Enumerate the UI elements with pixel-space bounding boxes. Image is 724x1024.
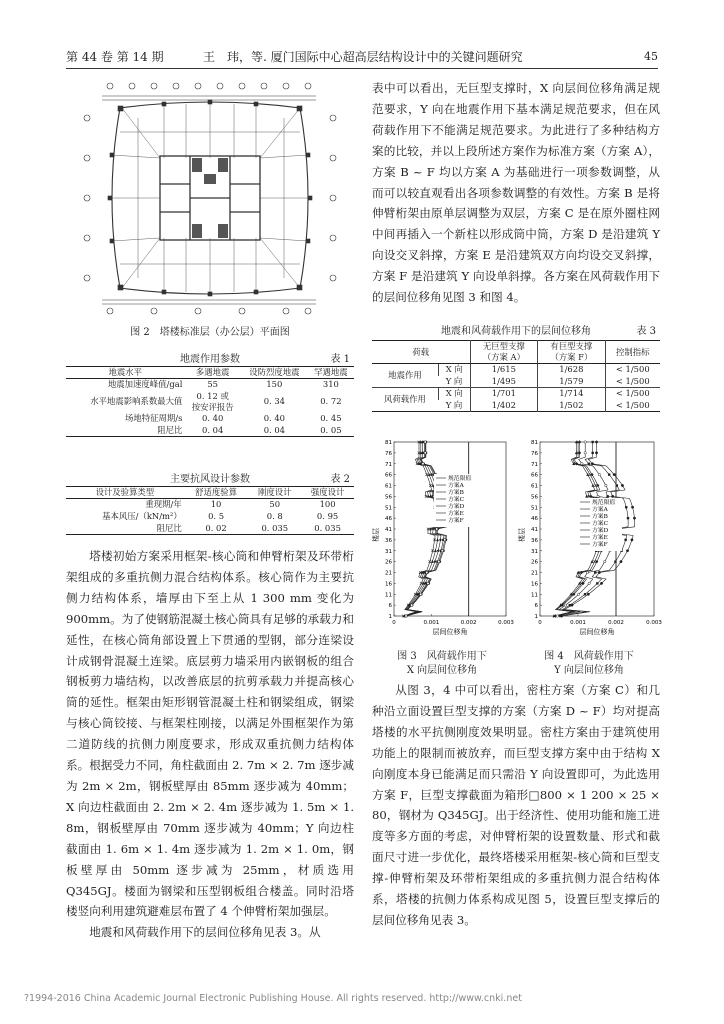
y-tick-label: 81 (385, 440, 392, 446)
table-3-title: 地震和风荷载作用下的层间位移角 (441, 326, 591, 337)
data-point (606, 495, 608, 497)
data-point (444, 539, 446, 541)
table-1 (66, 366, 354, 437)
data-point (420, 582, 423, 585)
table-2 (66, 486, 354, 535)
data-point (438, 560, 440, 562)
table-cell: < 1/500 (605, 400, 660, 412)
body-paragraph-right-2: 从图 3，4 中可以看出，密柱方案（方案 C）和几种沿立面设置巨型支撑的方案（方案 D ~ F）均对提高塔楼的水平抗侧刚度效果明显。密柱方案由于建筑使用功能上的限制而被放弃，而巨型支撑方案中由于结构 X 向刚度本身已能满足而只需沿 Y 向设置即可，为此选用方案 F，巨型支撑截面为箱形□800 × 1 200 × 25 × 80，钢材为 Q345GJ。出于经济性、使用功能和施工进度等多方面的考虑，对伸臂桁架的设置数量、形式和截面尺寸进一步优化，最终塔楼采用框架-核心筒和巨型支撑-伸臂桁架及环带桁架组成的多重抗侧力混合结构体系，塔楼的抗侧力体系构成见图 5，设置巨型支撑后的层间位移角见表 3。 (372, 683, 660, 927)
table-row (66, 511, 354, 523)
table-cell: 0. 34 (263, 396, 285, 406)
table-cell: 0. 02 (205, 522, 227, 533)
legend-label: 方案C (592, 521, 609, 527)
data-point (594, 484, 597, 487)
data-point (433, 560, 436, 563)
data-point (608, 473, 610, 475)
table-cell: Y 向 (445, 375, 463, 386)
table-row (66, 379, 354, 391)
data-point (595, 452, 597, 454)
y-tick-label: 1 (388, 614, 392, 620)
body-paragraph-left-2: 地震和风荷载作用下的层间位移角见表 3。从 (89, 925, 321, 940)
table-cell: 50 (269, 499, 281, 510)
figure-3-chart (372, 436, 512, 646)
legend-label: 方案D (448, 504, 465, 510)
y-tick-label: 56 (385, 494, 392, 501)
table-cell: 基本风压/（kN/m²） (102, 511, 182, 521)
right-column (372, 78, 662, 927)
data-point (578, 451, 581, 454)
data-point (556, 615, 558, 617)
data-point (591, 441, 593, 443)
table-header-cell: 有巨型支撑 （方案 F） (538, 341, 605, 364)
table-2-number: 表 2 (330, 474, 350, 485)
y-tick-label: 56 (531, 494, 538, 501)
copyright-footer: ?1994-2016 China Academic Journal Electronic Publishing House. All rights reserved. http://www.cnki.net (24, 993, 522, 1004)
x-tick-label: 0.003 (646, 620, 662, 626)
table-header-cell: 地震水平 (66, 367, 184, 379)
y-tick-label: 71 (385, 461, 392, 468)
data-point (597, 495, 599, 497)
table-cell: 1/714 (538, 388, 605, 400)
y-tick-label: 66 (531, 472, 538, 479)
table-cell: 100 (319, 499, 336, 510)
table-cell: 0. 72 (320, 396, 342, 406)
table-cell: 150 (266, 379, 283, 390)
data-point (586, 571, 588, 573)
table-cell: 0. 95 (316, 511, 339, 521)
core-walls (160, 156, 260, 240)
table-cell: 310 (322, 379, 339, 390)
x-tick-label: 0.002 (460, 620, 477, 626)
data-point (594, 571, 596, 573)
table-header-cell: 设防烈度地震 (241, 367, 308, 379)
data-point (598, 473, 600, 475)
table-cell: X 向 (438, 388, 470, 400)
table-cell: < 1/500 (605, 376, 660, 388)
data-point (441, 550, 443, 552)
table-header-cell: 刚度设计 (248, 487, 301, 499)
legend-label: 方案E (592, 535, 608, 541)
table-header-cell: 强度设计 (301, 487, 354, 499)
data-point (584, 452, 586, 454)
data-point (564, 604, 566, 606)
y-tick-label: 16 (385, 581, 392, 588)
y-tick-label: 21 (531, 570, 538, 577)
table-cell-load: 地震作用 (388, 370, 422, 380)
plot-frame (394, 442, 506, 616)
legend-label: 规范限值 (592, 500, 616, 506)
y-tick-label: 46 (531, 516, 538, 523)
table-cell: 水平地震影响系数最大值 (90, 396, 183, 406)
legend-label: 方案E (448, 511, 464, 517)
table-cell: 0. 12 或 按安评报告 (191, 390, 234, 412)
y-tick-label: 36 (531, 537, 538, 544)
table-cell: 0. 035 (314, 522, 341, 533)
table-cell: 重现期/年 (145, 499, 182, 510)
running-header (66, 48, 658, 66)
data-point (605, 484, 607, 486)
table-cell: 1/502 (538, 400, 605, 412)
y-tick-label: 61 (385, 483, 392, 490)
table-cell: 0. 8 (266, 511, 283, 521)
data-point (569, 604, 571, 606)
table-cell: 地震加速度峰值/gal (107, 379, 183, 390)
table-header-cell: 荷载 (372, 341, 470, 364)
data-point (435, 528, 437, 530)
table-cell: 1/579 (538, 376, 605, 388)
data-point (613, 473, 615, 475)
data-point (600, 582, 602, 584)
x-tick-label: 0 (538, 620, 542, 626)
data-point (581, 463, 583, 465)
table-header-cell: 无巨型支撑 （方案 A） (470, 341, 538, 364)
article-title: 王 玮，等. 厦门国际中心超高层结构设计中的关键问题研究 (203, 50, 523, 64)
x-axis-label: 层间位移角 (579, 628, 615, 636)
data-point (596, 582, 598, 584)
data-point (424, 452, 426, 454)
data-point (427, 582, 429, 584)
table-cell: 0. 04 (202, 424, 224, 435)
table-cell: 0. 035 (261, 522, 289, 533)
y-tick-label: 16 (531, 581, 538, 588)
y-tick-label: 26 (385, 559, 392, 566)
data-point (624, 539, 626, 541)
data-point (426, 473, 429, 476)
table-cell: 0. 45 (320, 413, 342, 423)
data-point (419, 593, 421, 595)
data-point (437, 549, 440, 552)
table-cell: < 1/500 (605, 388, 660, 400)
figure-3 (372, 436, 512, 678)
y-axis-label: 楼层 (518, 528, 526, 542)
legend-label: 方案D (592, 528, 609, 534)
journal-volume: 第 44 卷 第 14 期 (66, 50, 164, 64)
data-point (614, 560, 616, 562)
data-point (631, 539, 633, 541)
figure-4 (518, 436, 660, 678)
table-cell: 0. 40 (263, 413, 285, 423)
body-paragraph-left-1: 塔楼初始方案采用框架-核心筒和伸臂桁架及环带桁架组成的多重抗侧力混合结构体系。核心筒作为主要抗侧力结构体系，墙厚由下至上从 1 300 mm 变化为 900mm。为了使钢筋混凝土核心筒具有足够的承载力和延性，在核心筒角部设置上下贯通的型钢，部分连梁设计成钢骨混凝土连梁。底层剪力墙采用内嵌钢板的组合钢板剪力墙结构，以改善底层的抗剪承载力并提高核心筒的延性。框架由矩形钢管混凝土柱和钢梁组成，钢梁与核心筒铰接、与框架柱刚接，以满足外围框架作为第二道防线的抗侧力刚度要求，形成双重抗侧力结构体系。根据受力不同，角柱截面由 2. 7m × 2. 7m 逐步减为 2m × 2m，钢板壁厚由 85mm 逐步减为 40mm；X 向边柱截面由 2. 2m × 2. 4m 逐步减为 1. 5m × 1. 8m，钢板壁厚由 70mm 逐步减为 40mm；Y 向边柱截面由 1. 6m × 1. 4m 逐步减为 1. 2m × 1. 0m，钢板壁厚由 50mm 逐步减为 25mm，材质选用 Q345GJ。楼面为钢梁和压型钢板组合楼盖。同时沿塔楼竖向利用建筑避难层布置了 4 个伸臂桁架加强层。 (66, 549, 354, 919)
series-line-1 (406, 442, 447, 616)
table-row (66, 523, 354, 535)
table-cell: 55 (207, 379, 219, 390)
y-tick-label: 31 (385, 548, 392, 555)
data-point (616, 484, 618, 486)
y-axis-label: 楼层 (372, 528, 380, 542)
data-point (591, 560, 594, 563)
x-tick-label: 0.001 (570, 620, 586, 626)
y-tick-label: 66 (385, 472, 392, 479)
header-rule (66, 68, 658, 69)
table-cell: 阻尼比 (156, 522, 182, 533)
legend-label: 方案A (448, 483, 464, 489)
data-point (405, 615, 407, 617)
data-point (439, 538, 442, 541)
legend-label: 方案B (592, 514, 608, 520)
floor-plan-figure (80, 78, 340, 316)
y-tick-label: 51 (531, 505, 538, 512)
table-cell: 0. 05 (320, 424, 342, 435)
data-point (631, 506, 633, 508)
data-point (587, 593, 589, 595)
legend-label: 方案F (592, 542, 608, 548)
table-cell: 10 (210, 499, 222, 510)
legend-label: 方案B (448, 490, 464, 496)
data-point (584, 441, 586, 443)
table-cell: 0. 5 (208, 511, 225, 521)
data-point (434, 549, 437, 552)
table-2-title: 主要抗风设计参数 (170, 474, 250, 485)
y-tick-label: 1 (534, 614, 538, 620)
data-point (422, 463, 424, 465)
y-tick-label: 6 (388, 603, 392, 610)
y-tick-label: 71 (531, 461, 538, 468)
table-row (66, 425, 354, 437)
table-header-cell: 多遇地震 (184, 367, 241, 379)
data-point (424, 441, 426, 443)
data-point (431, 560, 434, 563)
legend-label: 规范限值 (448, 476, 472, 482)
figure-4-chart (518, 436, 660, 646)
data-point (595, 441, 597, 443)
legend-label: 方案A (592, 507, 608, 513)
data-point (577, 593, 579, 595)
data-point (591, 484, 594, 487)
table-cell: 场地特征周期/s (125, 413, 183, 423)
axis-bubbles-top (107, 83, 311, 89)
table-cell-load: 风荷载作用 (384, 394, 426, 404)
data-point (410, 604, 412, 606)
table-cell: 1/402 (470, 400, 538, 412)
y-tick-label: 81 (531, 440, 538, 446)
x-axis-label: 层间位移角 (432, 628, 468, 636)
x-tick-label: 0 (392, 620, 396, 626)
x-tick-label: 0.003 (498, 620, 514, 626)
data-point (436, 538, 439, 541)
x-tick-label: 0.001 (423, 620, 440, 626)
figure-2-caption: 图 2 塔楼标准层（办公层）平面图 (130, 327, 290, 338)
table-cell: 1/615 (470, 364, 538, 376)
data-point (627, 517, 629, 519)
y-tick-label: 26 (531, 559, 538, 566)
table-cell: 阻尼比 (157, 424, 183, 435)
table-header-cell: 控制指标 (605, 341, 660, 364)
table-cell: 0. 04 (263, 424, 285, 435)
x-tick-label: 0.002 (608, 620, 624, 626)
table-cell: 1/495 (470, 376, 538, 388)
data-point (591, 452, 593, 454)
data-point (578, 440, 581, 443)
y-tick-label: 61 (531, 483, 538, 490)
table-cell: 1/628 (538, 364, 605, 376)
data-point (620, 560, 622, 562)
legend-label: 方案F (448, 518, 464, 524)
table-3 (372, 340, 660, 412)
y-tick-label: 46 (385, 516, 392, 523)
page-number: 45 (644, 50, 658, 63)
legend-label: 方案C (448, 497, 465, 503)
table-row (66, 499, 354, 511)
y-tick-label: 21 (385, 570, 392, 577)
data-point (633, 517, 635, 519)
data-point (604, 560, 606, 562)
table-header-cell: 设计及验算类型 (66, 487, 184, 499)
table-cell: < 1/500 (605, 364, 660, 376)
table-cell: X 向 (438, 364, 470, 376)
table-row (66, 413, 354, 425)
y-tick-label: 41 (531, 527, 538, 533)
data-point (588, 463, 590, 465)
body-paragraph-right-1: 表中可以看出，无巨型支撑时，X 向层间位移角满足规范要求，Y 向在地震作用下基本满足规范要求，但在风荷载作用下不能满足规范要求。为此进行了多种结构方案的比较，并以上段所述方案作为标准方案（方案 A），方案 B ~ F 均以方案 A 为基础进行一项参数调整，从而可以较直观看出各项参数调整的有效性。方案 B 是将伸臂桁架由原单层调整为双层，方案 C 是在原外圈柱网中间再插入一个新柱以形成筒中筒，方案 D 是沿建筑 Y 向设交叉斜撑，方案 E 是沿建筑双方向均设交叉斜撑，方案 F 是沿建筑 Y 向设单斜撑。各方案在风荷载作用下的层间位移角见图 3 和图 4。 (372, 81, 660, 305)
table-header-cell: 舒适度验算 (184, 487, 249, 499)
y-tick-label: 51 (385, 505, 392, 512)
table-row (372, 364, 660, 376)
figure-3-caption: 图 3 风荷载作用下 X 向层间位移角 (397, 651, 487, 676)
table-header-cell: 罕遇地震 (308, 367, 354, 379)
table-cell: 0. 40 (202, 413, 224, 423)
y-tick-label: 31 (531, 548, 538, 555)
data-point (626, 550, 628, 552)
y-tick-label: 36 (385, 537, 392, 544)
y-tick-label: 41 (385, 527, 392, 533)
y-tick-label: 11 (531, 592, 538, 599)
y-tick-label: 6 (534, 603, 538, 610)
figure-4-caption: 图 4 风荷载作用下 Y 向层间位移角 (544, 651, 634, 676)
table-3-number: 表 3 (636, 326, 656, 337)
table-cell: Y 向 (445, 399, 463, 410)
data-point (584, 593, 586, 595)
y-tick-label: 76 (531, 450, 538, 457)
table-row (66, 391, 354, 413)
data-point (621, 484, 623, 486)
data-point (588, 582, 590, 584)
y-tick-label: 11 (385, 592, 392, 599)
data-point (625, 506, 627, 508)
table-row (372, 388, 660, 400)
table-1-number: 表 1 (330, 354, 350, 365)
table-1-title: 地震作用参数 (180, 354, 240, 365)
data-point (426, 571, 428, 573)
table-cell: 1/701 (470, 388, 538, 400)
y-tick-label: 76 (385, 450, 392, 457)
